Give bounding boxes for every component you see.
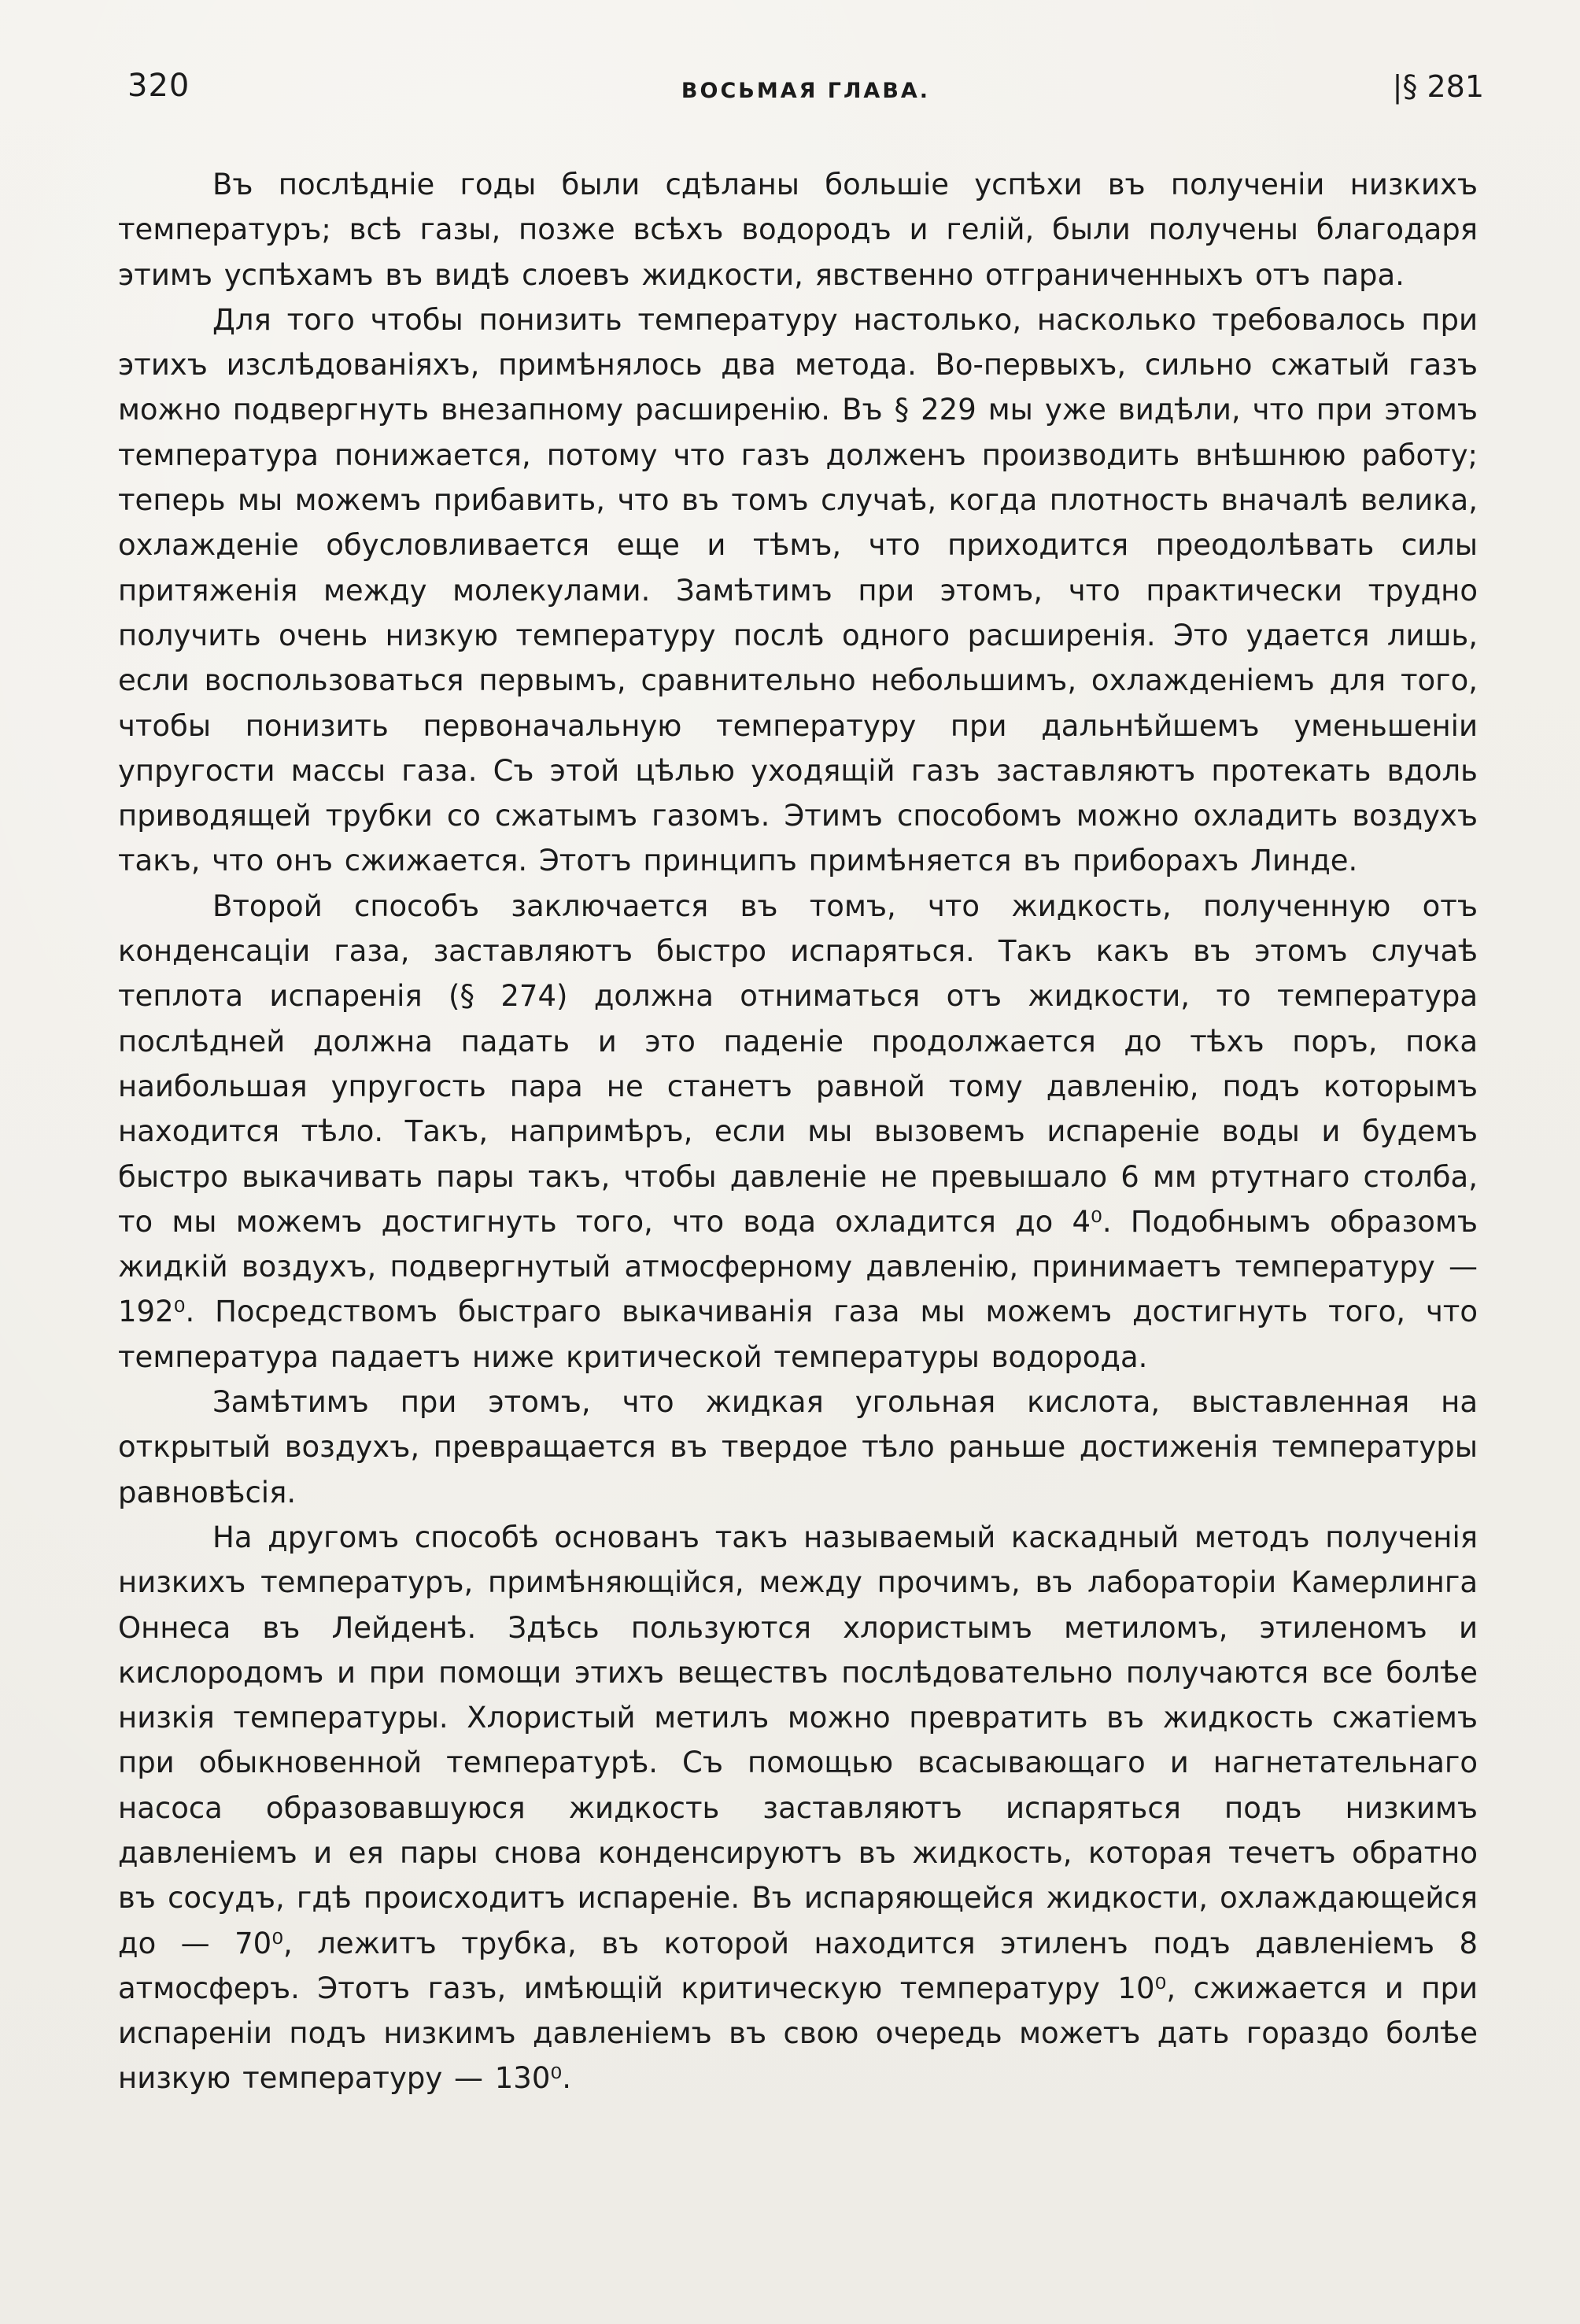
body-text bbox=[118, 162, 1478, 2101]
running-head bbox=[127, 68, 1484, 115]
paragraph-1: Въ послѣдніе годы были сдѣланы большіе успѣхи въ полученіи низкихъ температуръ; всѣ газы, позже всѣхъ водородъ и гелій, были получены благодаря этимъ успѣхамъ въ видѣ слоевъ жидкости, явственно отграниченныхъ отъ пара. bbox=[118, 168, 1478, 292]
paragraph-5: На другомъ способѣ основанъ такъ называемый каскадный методъ полученія низкихъ температуръ, примѣняющійся, между прочимъ, въ лабораторіи Камерлинга Оннеса въ Лейденѣ. Здѣсь пользуются хлористымъ метиломъ, этиленомъ и кислородомъ и при помощи этихъ веществъ послѣдовательно получаются все болѣе низкія температуры. Хлористый метилъ можно превратить въ жидкость сжатіемъ при обыкновенной температурѣ. Съ помощью всасывающаго и нагнетательнаго насоса образовавшуюся жидкость заставляютъ испаряться подъ низкимъ давленіемъ и ея пары снова конденсируютъ въ жидкость, которая течетъ обратно въ сосудъ, гдѣ происходитъ испареніе. Въ испаряющейся жидкости, охлаждающейся до — 70⁰, лежитъ трубка, въ которой находится этиленъ подъ давленіемъ 8 атмосферъ. Этотъ газъ, имѣющій критическую температуру 10⁰, сжижается и при испареніи подъ низкимъ давленіемъ въ свою очередь можетъ дать гораздо болѣе низкую температуру — 130⁰. bbox=[118, 1520, 1478, 2096]
section-reference: |§ 281 bbox=[1392, 69, 1484, 104]
paragraph-2: Для того чтобы понизить температуру настолько, насколько требовалось при этихъ изслѣдованіяхъ, примѣнялось два метода. Во-первыхъ, сильно сжатый газъ можно подвергнуть внезапному расширенію. Въ § 229 мы уже видѣли, что при этомъ температура понижается, потому что газъ долженъ производить внѣшнюю работу; теперь мы можемъ прибавить, что въ томъ случаѣ, когда плотность вначалѣ велика, охлажденіе обусловливается еще и тѣмъ, что приходится преодолѣвать силы притяженія между молекулами. Замѣтимъ при этомъ, что практически трудно получить очень низкую температуру послѣ одного расширенія. Это удается лишь, если воспользоваться первымъ, сравнительно небольшимъ, охлажденіемъ для того, чтобы понизить первоначальную температуру при дальнѣйшемъ уменьшеніи упругости массы газа. Съ этой цѣлью уходящій газъ заставляютъ протекать вдоль приводящей трубки со сжатымъ газомъ. Этимъ способомъ можно охладить воздухъ такъ, что онъ сжижается. Этотъ принципъ примѣняется въ приборахъ Линде. bbox=[118, 302, 1478, 878]
paragraph-3: Второй способъ заключается въ томъ, что жидкость, полученную отъ конденсаціи газа, заставляютъ быстро испаряться. Такъ какъ въ этомъ случаѣ теплота испаренія (§ 274) должна отниматься отъ жидкости, то температура послѣдней должна падать и это паденіе продолжается до тѣхъ поръ, пока наибольшая упругость пара не станетъ равной тому давленію, подъ которымъ находится тѣло. Такъ, напримѣръ, если мы вызовемъ испареніе воды и будемъ быстро выкачивать пары такъ, чтобы давленіе не превышало 6 мм ртутнаго столба, то мы можемъ достигнуть того, что вода охладится до 4⁰. Подобнымъ образомъ жидкій воздухъ, подвергнутый атмосферному давленію, принимаетъ температуру — 192⁰. Посредствомъ быстраго выкачиванія газа мы можемъ достигнуть того, что температура падаетъ ниже критической температуры водорода. bbox=[118, 889, 1478, 1374]
chapter-title: ВОСЬМАЯ ГЛАВА. bbox=[681, 79, 931, 103]
page-number: 320 bbox=[127, 68, 190, 104]
paragraph-4: Замѣтимъ при этомъ, что жидкая угольная кислота, выставленная на открытый воздухъ, превращается въ твердое тѣло раньше достиженія температуры равновѣсія. bbox=[118, 1385, 1478, 1509]
